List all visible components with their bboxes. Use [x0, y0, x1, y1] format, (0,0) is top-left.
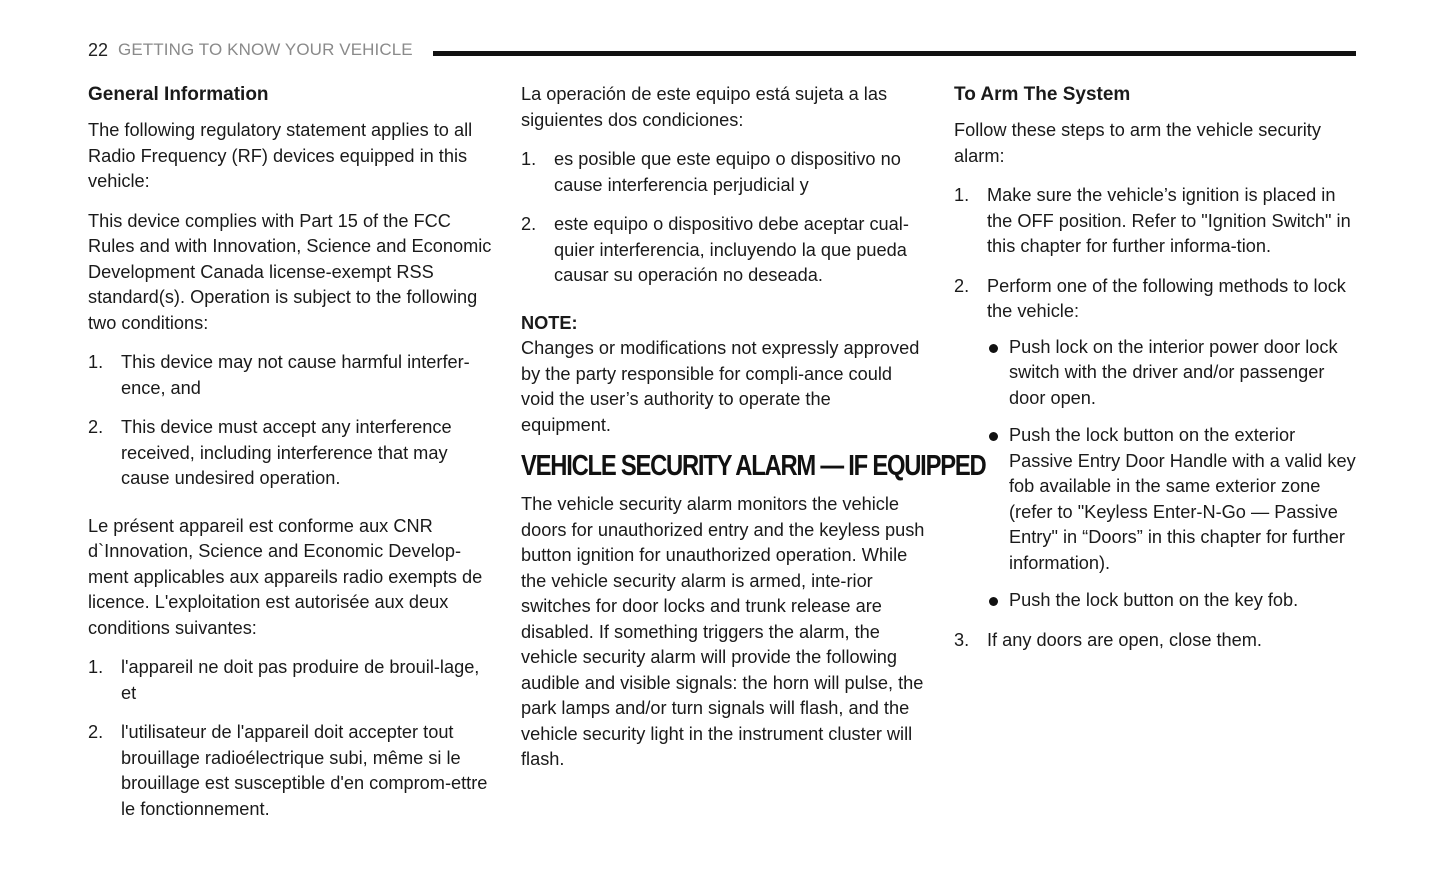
to-arm-heading: To Arm The System [954, 84, 1131, 105]
list-text: l'appareil ne doit pas produire de brouil-lage, et [121, 657, 480, 703]
list-text: Make sure the vehicle’s ignition is placed in the OFF position. Refer to "Ignition Switch" in this chapter for further informa-tion. [987, 185, 1351, 256]
paragraph-spanish: La operación de este equipo está sujeta a las siguientes dos condiciones: [521, 84, 888, 130]
note-text: Changes or modifications not expressly approved by the party responsible for compli-ance could void the user’s authority to operate the equipment. [521, 338, 920, 435]
list-number: 1. [88, 657, 104, 677]
bullet-item [987, 588, 1356, 614]
page-number: 22 [88, 39, 109, 60]
french-conditions-list [88, 655, 492, 822]
list-number: 1. [954, 185, 970, 205]
paragraph: Follow these steps to arm the vehicle security alarm: [954, 120, 1321, 166]
bullet-icon [989, 344, 998, 353]
column-1 [88, 82, 492, 840]
list-item [521, 212, 925, 289]
list-number: 1. [88, 352, 104, 372]
paragraph-french: Le présent appareil est conforme aux CNR d`Innovation, Science and Economic Develop-ment applicables aux appareils radio exempts de licence. L'exploitation est autorisée aux deux conditions suivantes: [88, 515, 483, 638]
lock-methods-list [987, 335, 1356, 614]
list-text: l'utilisateur de l'appareil doit accepter tout brouillage radioélectrique subi, même si le brouillage est susceptible d'en comprom-ettre le fonctionnement. [121, 722, 488, 819]
arm-steps-list [954, 183, 1356, 653]
section-title: VEHICLE SECURITY ALARM — IF EQUIPPED [521, 450, 986, 482]
spanish-conditions-list [521, 147, 925, 289]
list-number: 2. [88, 722, 104, 742]
list-text: es posible que este equipo o dispositivo no cause interferencia perjudicial y [554, 149, 901, 195]
paragraph: The following regulatory statement applies to all Radio Frequency (RF) devices equipped in this vehicle: [88, 120, 473, 191]
bullet-text: Push the lock button on the exterior Passive Entry Door Handle with a valid key fob available in the same exterior zone (refer to "Keyless Enter-N-Go — Passive Entry" in “Doors” in this chapter for further information). [1009, 425, 1356, 573]
page-header [88, 38, 1356, 62]
bullet-text: Push lock on the interior power door lock switch with the driver and/or passenger door open. [1009, 336, 1338, 408]
list-item [954, 274, 1356, 614]
list-number: 2. [521, 214, 537, 234]
list-text: This device may not cause harmful interfer-ence, and [121, 352, 470, 398]
running-head: GETTING TO KNOW YOUR VEHICLE [118, 40, 413, 59]
list-item [521, 147, 925, 198]
list-item [954, 183, 1356, 260]
fcc-conditions-list [88, 350, 492, 492]
bullet-item [987, 423, 1356, 576]
general-information-heading: General Information [88, 84, 269, 105]
list-item [88, 415, 492, 492]
list-number: 2. [88, 417, 104, 437]
list-text: este equipo o dispositivo debe aceptar cual-quier interferencia, incluyendo la que pueda causar su operación no deseada. [554, 214, 909, 285]
list-item [954, 628, 1356, 654]
list-number: 2. [954, 275, 970, 296]
column-2 [521, 82, 986, 778]
list-number: 1. [521, 149, 537, 169]
note-label: NOTE: [521, 312, 578, 333]
paragraph: This device complies with Part 15 of the FCC Rules and with Innovation, Science and Economic Development Canada license-exempt RSS standard(s). Operation is subject to the following two conditions: [88, 210, 492, 333]
list-item [88, 655, 492, 706]
list-text: Perform one of the following methods to lock the vehicle: [987, 275, 1346, 321]
list-text: This device must accept any interference received, including interference that may cause undesired operation. [121, 417, 452, 488]
bullet-item [987, 335, 1356, 412]
bullet-icon [989, 597, 998, 606]
bullet-text: Push the lock button on the key fob. [1009, 590, 1299, 610]
list-number: 3. [954, 629, 970, 650]
list-item [88, 350, 492, 401]
paragraph: The vehicle security alarm monitors the vehicle doors for unauthorized entry and the keyless push button ignition for unauthorized operation. While the vehicle security alarm is armed, inte-rior switches for door locks and trunk release are disabled. If something triggers the alarm, the vehicle security alarm will provide the following audible and visible signals: the horn will pulse, the park lamps and/or turn signals will flash, and the vehicle security light in the instrument cluster will flash. [521, 494, 925, 769]
column-3 [954, 82, 1356, 671]
list-text: If any doors are open, close them. [987, 629, 1262, 650]
list-item [88, 720, 492, 822]
bullet-icon [989, 432, 998, 441]
header-rule [433, 51, 1356, 56]
